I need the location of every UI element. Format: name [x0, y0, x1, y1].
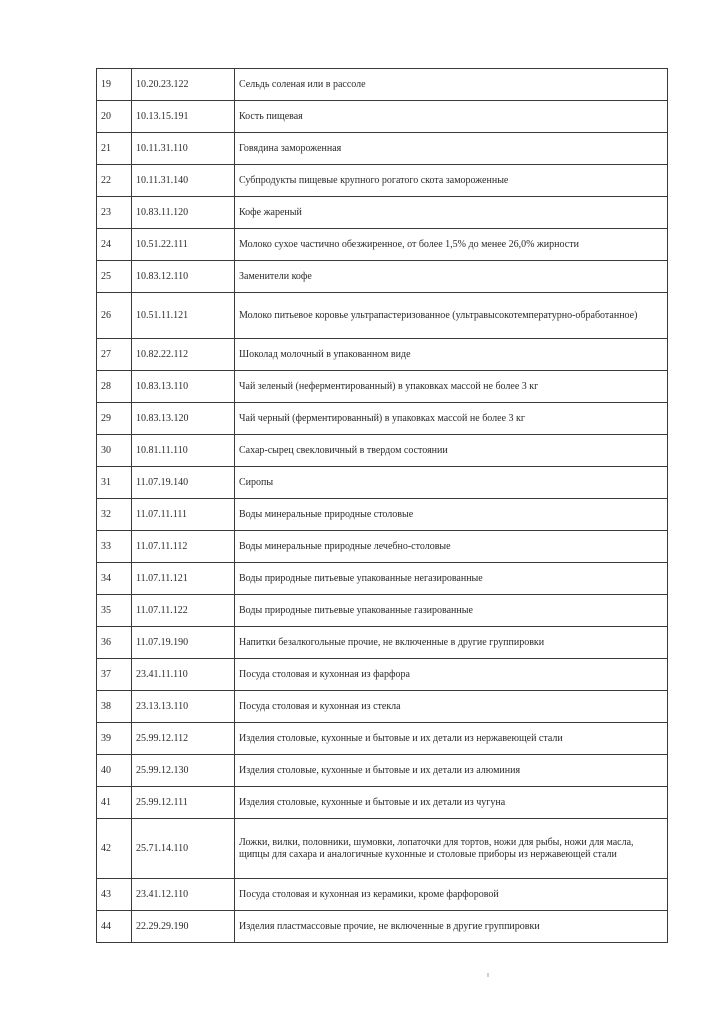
okpd2-code: 25.99.12.130	[132, 755, 235, 787]
table-row	[97, 659, 668, 691]
product-name: Посуда столовая и кухонная из керамики, кроме фарфоровой	[235, 879, 668, 911]
row-number: 26	[97, 293, 132, 339]
product-name: Воды природные питьевые упакованные газированные	[235, 595, 668, 627]
okpd2-code: 10.11.31.110	[132, 133, 235, 165]
product-name: Чай зеленый (неферментированный) в упаковках массой не более 3 кг	[235, 371, 668, 403]
row-number: 37	[97, 659, 132, 691]
table-row	[97, 133, 668, 165]
row-number: 28	[97, 371, 132, 403]
product-name: Шоколад молочный в упакованном виде	[235, 339, 668, 371]
product-name: Субпродукты пищевые крупного рогатого скота замороженные	[235, 165, 668, 197]
row-number: 33	[97, 531, 132, 563]
table-row	[97, 69, 668, 101]
row-number: 21	[97, 133, 132, 165]
table-row	[97, 691, 668, 723]
row-number: 23	[97, 197, 132, 229]
okpd2-code: 10.13.15.191	[132, 101, 235, 133]
okpd2-code: 11.07.11.112	[132, 531, 235, 563]
row-number: 24	[97, 229, 132, 261]
table-row	[97, 723, 668, 755]
product-name: Воды минеральные природные лечебно-столовые	[235, 531, 668, 563]
table-row	[97, 627, 668, 659]
table-row	[97, 755, 668, 787]
row-number: 38	[97, 691, 132, 723]
product-name: Напитки безалкогольные прочие, не включенные в другие группировки	[235, 627, 668, 659]
okpd2-code: 23.41.12.110	[132, 879, 235, 911]
table-row	[97, 261, 668, 293]
row-number: 34	[97, 563, 132, 595]
row-number: 29	[97, 403, 132, 435]
product-name: Изделия пластмассовые прочие, не включенные в другие группировки	[235, 911, 668, 943]
product-name: Изделия столовые, кухонные и бытовые и их детали из нержавеющей стали	[235, 723, 668, 755]
product-name: Воды минеральные природные столовые	[235, 499, 668, 531]
row-number: 35	[97, 595, 132, 627]
product-name: Говядина замороженная	[235, 133, 668, 165]
row-number: 19	[97, 69, 132, 101]
table-row	[97, 197, 668, 229]
table-row	[97, 229, 668, 261]
row-number: 41	[97, 787, 132, 819]
product-name: Сельдь соленая или в рассоле	[235, 69, 668, 101]
product-name: Кость пищевая	[235, 101, 668, 133]
okpd2-code: 10.11.31.140	[132, 165, 235, 197]
okpd2-code: 23.41.11.110	[132, 659, 235, 691]
row-number: 30	[97, 435, 132, 467]
product-name: Заменители кофе	[235, 261, 668, 293]
table-row	[97, 467, 668, 499]
okpd2-code: 11.07.19.190	[132, 627, 235, 659]
table-row	[97, 911, 668, 943]
product-name: Изделия столовые, кухонные и бытовые и их детали из алюминия	[235, 755, 668, 787]
row-number: 36	[97, 627, 132, 659]
okpd2-code: 10.51.22.111	[132, 229, 235, 261]
table-row	[97, 101, 668, 133]
okpd2-code: 11.07.11.111	[132, 499, 235, 531]
product-name: Ложки, вилки, половники, шумовки, лопаточки для тортов, ножи для рыбы, ножи для масла, щипцы для сахара и аналогичные кухонные и столовые приборы из нержавеющей стали	[235, 819, 668, 879]
row-number: 27	[97, 339, 132, 371]
okpd2-code: 11.07.11.122	[132, 595, 235, 627]
product-name: Изделия столовые, кухонные и бытовые и их детали из чугуна	[235, 787, 668, 819]
okpd2-code: 10.83.12.110	[132, 261, 235, 293]
row-number: 40	[97, 755, 132, 787]
scan-speck	[487, 973, 489, 977]
product-name: Посуда столовая и кухонная из стекла	[235, 691, 668, 723]
okpd2-code: 25.99.12.111	[132, 787, 235, 819]
table-row	[97, 819, 668, 879]
product-name: Молоко питьевое коровье ультрапастеризованное (ультравысокотемпературно-обработанное)	[235, 293, 668, 339]
table-row	[97, 787, 668, 819]
product-name: Воды природные питьевые упакованные негазированные	[235, 563, 668, 595]
table-row	[97, 499, 668, 531]
table-row	[97, 403, 668, 435]
okpd2-code: 10.83.13.110	[132, 371, 235, 403]
okpd2-code: 25.99.12.112	[132, 723, 235, 755]
row-number: 39	[97, 723, 132, 755]
row-number: 25	[97, 261, 132, 293]
product-codes-table	[96, 68, 668, 943]
okpd2-code: 10.81.11.110	[132, 435, 235, 467]
row-number: 32	[97, 499, 132, 531]
okpd2-code: 11.07.19.140	[132, 467, 235, 499]
okpd2-code: 10.83.13.120	[132, 403, 235, 435]
product-name: Молоко сухое частично обезжиренное, от более 1,5% до менее 26,0% жирности	[235, 229, 668, 261]
okpd2-code: 23.13.13.110	[132, 691, 235, 723]
okpd2-code: 25.71.14.110	[132, 819, 235, 879]
table-row	[97, 531, 668, 563]
product-name: Чай черный (ферментированный) в упаковках массой не более 3 кг	[235, 403, 668, 435]
table-row	[97, 339, 668, 371]
table-row	[97, 879, 668, 911]
table-row	[97, 563, 668, 595]
row-number: 22	[97, 165, 132, 197]
okpd2-code: 10.20.23.122	[132, 69, 235, 101]
table-row	[97, 595, 668, 627]
product-name: Кофе жареный	[235, 197, 668, 229]
row-number: 20	[97, 101, 132, 133]
okpd2-code: 10.83.11.120	[132, 197, 235, 229]
okpd2-code: 22.29.29.190	[132, 911, 235, 943]
okpd2-code: 11.07.11.121	[132, 563, 235, 595]
table-row	[97, 165, 668, 197]
product-name: Сиропы	[235, 467, 668, 499]
row-number: 31	[97, 467, 132, 499]
row-number: 43	[97, 879, 132, 911]
table-row	[97, 293, 668, 339]
table-row	[97, 371, 668, 403]
row-number: 44	[97, 911, 132, 943]
okpd2-code: 10.51.11.121	[132, 293, 235, 339]
row-number: 42	[97, 819, 132, 879]
product-name: Сахар-сырец свекловичный в твердом состоянии	[235, 435, 668, 467]
okpd2-code: 10.82.22.112	[132, 339, 235, 371]
product-name: Посуда столовая и кухонная из фарфора	[235, 659, 668, 691]
table-row	[97, 435, 668, 467]
